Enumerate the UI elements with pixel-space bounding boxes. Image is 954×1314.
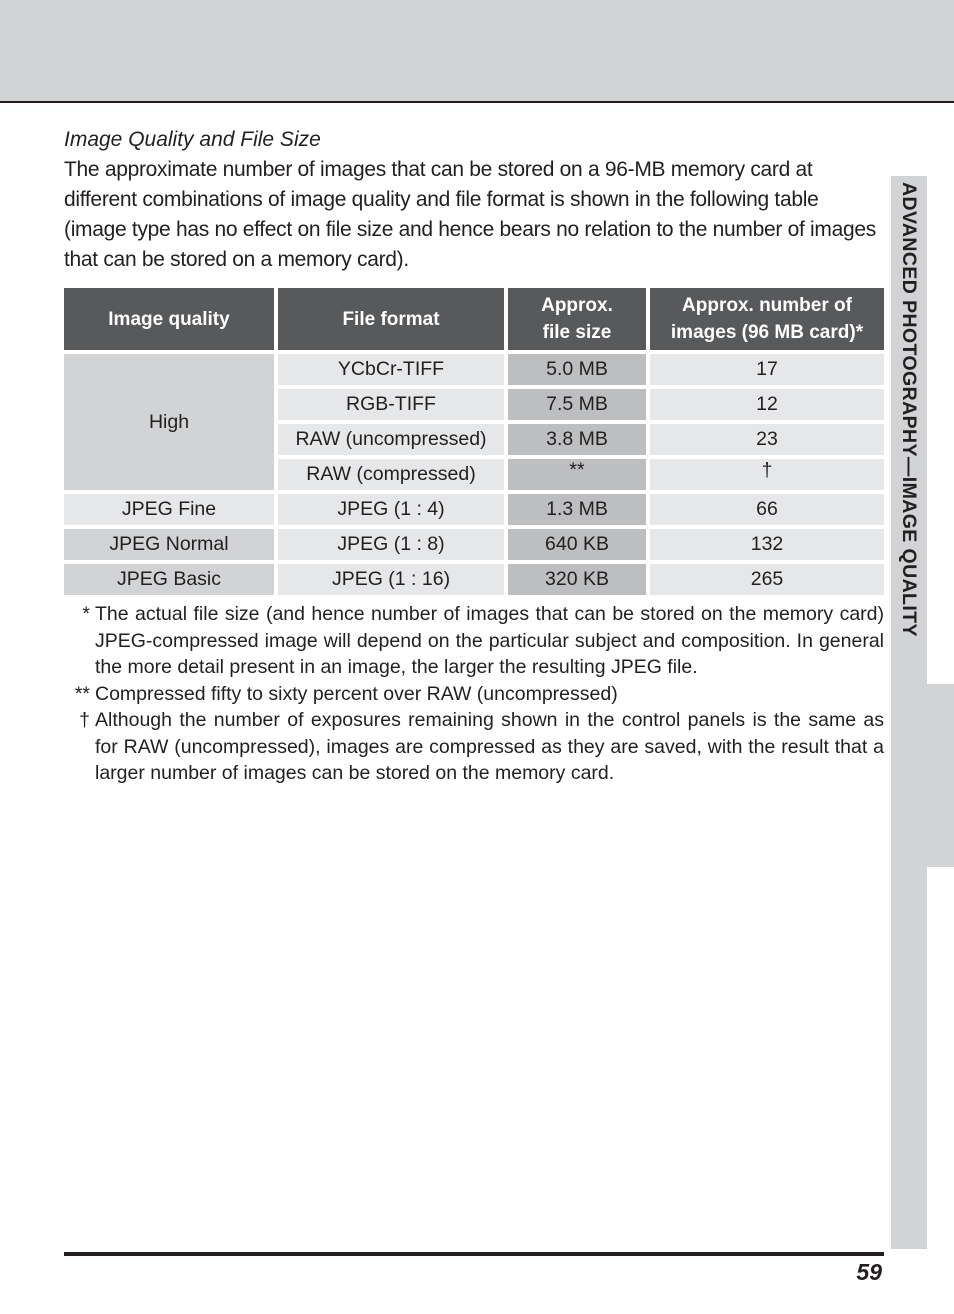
section-title: Image Quality and File Size bbox=[64, 128, 321, 151]
table-row bbox=[64, 564, 884, 595]
header-count-line1: Approx. number of bbox=[682, 295, 852, 316]
footnote-text: Although the number of exposures remaining shown in the control panels is the same as for RAW (uncompressed), images are compressed as they are saved, with the result that a larger number of images can be stored on the memory card. bbox=[95, 709, 884, 784]
side-tab-marker bbox=[927, 684, 954, 867]
quality-cell: JPEG Normal bbox=[64, 529, 274, 560]
size-cell: 320 KB bbox=[508, 564, 646, 595]
header-approx-number bbox=[650, 288, 884, 350]
count-cell: 265 bbox=[650, 564, 884, 595]
size-cell: 5.0 MB bbox=[508, 354, 646, 385]
header-file-format: File format bbox=[278, 288, 504, 350]
size-cell: 640 KB bbox=[508, 529, 646, 560]
header-image-quality: Image quality bbox=[64, 288, 274, 350]
footnote-dagger bbox=[64, 707, 884, 787]
intro-paragraph: The approximate number of images that can be stored on a 96-MB memory card at different combinations of image quality and file format is shown in the following table (image type has no effect on file size and hence bears no relation to the number of images that can be stored on a memory card). bbox=[64, 158, 876, 271]
count-cell: 66 bbox=[650, 494, 884, 525]
file-size-table bbox=[60, 284, 888, 599]
quality-cell-high: High bbox=[64, 354, 274, 490]
header-approx-file-size bbox=[508, 288, 646, 350]
table-row bbox=[64, 354, 884, 385]
size-cell: 1.3 MB bbox=[508, 494, 646, 525]
table-footnotes bbox=[64, 601, 884, 787]
format-cell: RAW (compressed) bbox=[278, 459, 504, 490]
size-cell: 7.5 MB bbox=[508, 389, 646, 420]
count-cell: 132 bbox=[650, 529, 884, 560]
quality-cell: JPEG Basic bbox=[64, 564, 274, 595]
count-cell: 17 bbox=[650, 354, 884, 385]
header-size-line1: Approx. bbox=[541, 295, 613, 316]
format-cell: JPEG (1 : 4) bbox=[278, 494, 504, 525]
footnote-text: The actual file size (and hence number of images that can be stored on the memory card) JPEG-compressed image will depend on the particular subject and composition. In general the more detail present in an image, the larger the resulting JPEG file. bbox=[95, 603, 884, 678]
count-cell: 23 bbox=[650, 424, 884, 455]
format-cell: YCbCr-TIFF bbox=[278, 354, 504, 385]
table-header-row bbox=[64, 288, 884, 350]
size-cell: ** bbox=[508, 459, 646, 490]
footnote-mark: * bbox=[82, 603, 90, 625]
footer-rule bbox=[64, 1252, 884, 1256]
footnote-double-asterisk bbox=[64, 681, 884, 708]
footnote-text: Compressed fifty to sixty percent over RAW (uncompressed) bbox=[95, 682, 618, 705]
count-cell: 12 bbox=[650, 389, 884, 420]
header-count-line2: images (96 MB card)* bbox=[670, 322, 864, 343]
page-number: 59 bbox=[856, 1259, 882, 1285]
format-cell: JPEG (1 : 8) bbox=[278, 529, 504, 560]
table-row bbox=[64, 494, 884, 525]
format-cell: RAW (uncompressed) bbox=[278, 424, 504, 455]
footnote-mark: ** bbox=[74, 682, 90, 705]
format-cell: RGB-TIFF bbox=[278, 389, 504, 420]
footnote-asterisk bbox=[64, 601, 884, 681]
table-row bbox=[64, 529, 884, 560]
side-chapter-title: ADVANCED PHOTOGRAPHY—IMAGE QUALITY bbox=[898, 182, 920, 637]
quality-cell: JPEG Fine bbox=[64, 494, 274, 525]
top-header-band bbox=[0, 0, 954, 103]
footnote-mark: † bbox=[79, 709, 90, 731]
size-cell: 3.8 MB bbox=[508, 424, 646, 455]
format-cell: JPEG (1 : 16) bbox=[278, 564, 504, 595]
count-cell: † bbox=[650, 459, 884, 490]
header-size-line2: file size bbox=[542, 322, 612, 343]
